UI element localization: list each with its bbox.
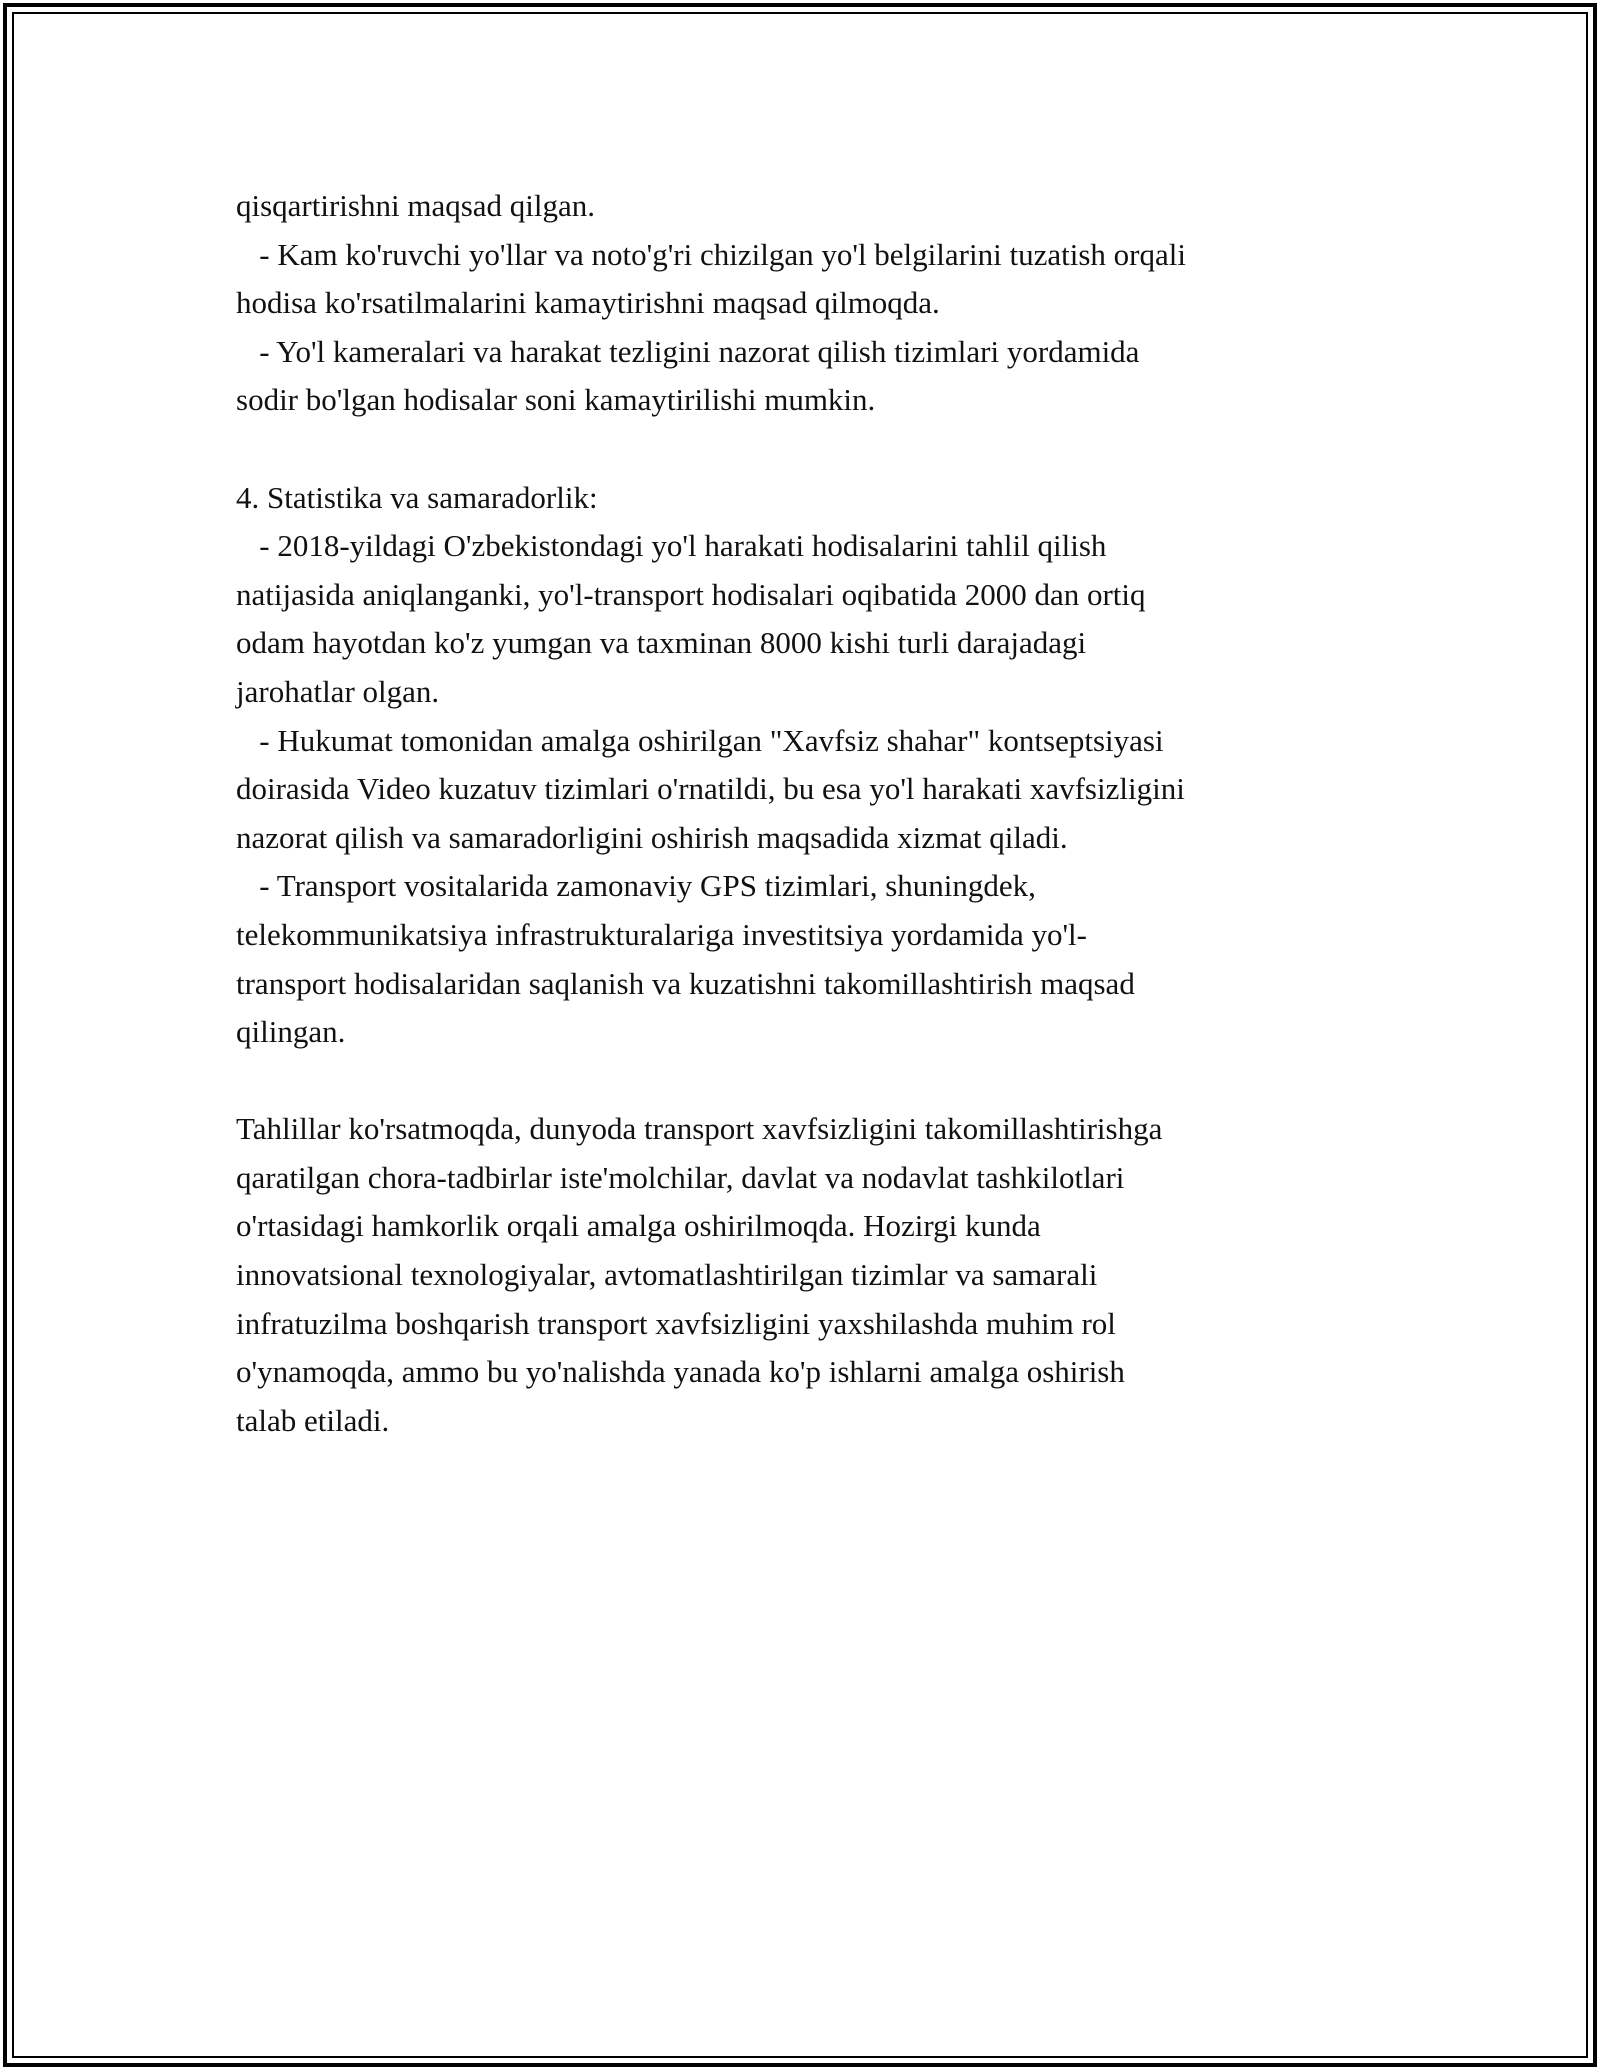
blank-line <box>236 1057 1416 1106</box>
text-line: odam hayotdan ko'z yumgan va taxminan 8000 kishi turli darajadagi <box>236 625 1087 661</box>
text-line: transport hodisalaridan saqlanish va kuzatishni takomillashtirish maqsad <box>236 965 1135 1001</box>
text-line: hodisa ko'rsatilmalarini kamaytirishni maqsad qilmoqda. <box>236 285 940 321</box>
text-line: infratuzilma boshqarish transport xavfsizligini yaxshilashda muhim rol <box>236 1305 1116 1341</box>
text-line: Tahlillar ko'rsatmoqda, dunyoda transport xavfsizligini takomillashtirishga <box>236 1111 1163 1147</box>
text-line: sodir bo'lgan hodisalar soni kamaytirilishi mumkin. <box>236 382 876 418</box>
text-line: jarohatlar olgan. <box>236 673 440 709</box>
text-line: natijasida aniqlanganki, yo'l-transport hodisalari oqibatida 2000 dan ortiq <box>236 576 1146 612</box>
text-line: 4. Statistika va samaradorlik: <box>236 479 598 515</box>
blank-line <box>236 425 1416 474</box>
text-line: - Transport vositalarida zamonaviy GPS tizimlari, shuningdek, <box>236 868 1036 904</box>
text-line: qaratilgan chora-tadbirlar iste'molchilar, davlat va nodavlat tashkilotlari <box>236 1159 1125 1195</box>
text-line: qilingan. <box>236 1014 346 1050</box>
text-line: o'ynamoqda, ammo bu yo'nalishda yanada ko'p ishlarni amalga oshirish <box>236 1354 1125 1390</box>
text-line: doirasida Video kuzatuv tizimlari o'rnatildi, bu esa yo'l harakati xavfsizligini <box>236 771 1185 807</box>
text-line: talab etiladi. <box>236 1402 390 1438</box>
text-line: - 2018-yildagi O'zbekistondagi yo'l harakati hodisalarini tahlil qilish <box>236 528 1107 564</box>
text-line: innovatsional texnologiyalar, avtomatlashtirilgan tizimlar va samarali <box>236 1257 1098 1293</box>
text-line: o'rtasidagi hamkorlik orqali amalga oshirilmoqda. Hozirgi kunda <box>236 1208 1041 1244</box>
text-line: qisqartirishni maqsad qilgan. <box>236 188 596 223</box>
text-line: telekommunikatsiya infrastrukturalariga investitsiya yordamida yo'l- <box>236 916 1087 952</box>
text-line: nazorat qilish va samaradorligini oshirish maqsadida xizmat qiladi. <box>236 819 1068 855</box>
text-line: - Hukumat tomonidan amalga oshirilgan "Xavfsiz shahar" kontseptsiyasi <box>236 722 1164 758</box>
text-line: - Yo'l kameralari va harakat tezligini nazorat qilish tizimlari yordamida <box>236 333 1140 369</box>
text-line: - Kam ko'ruvchi yo'llar va noto'g'ri chizilgan yo'l belgilarini tuzatish orqali <box>236 236 1186 272</box>
document-body <box>236 182 1416 1445</box>
